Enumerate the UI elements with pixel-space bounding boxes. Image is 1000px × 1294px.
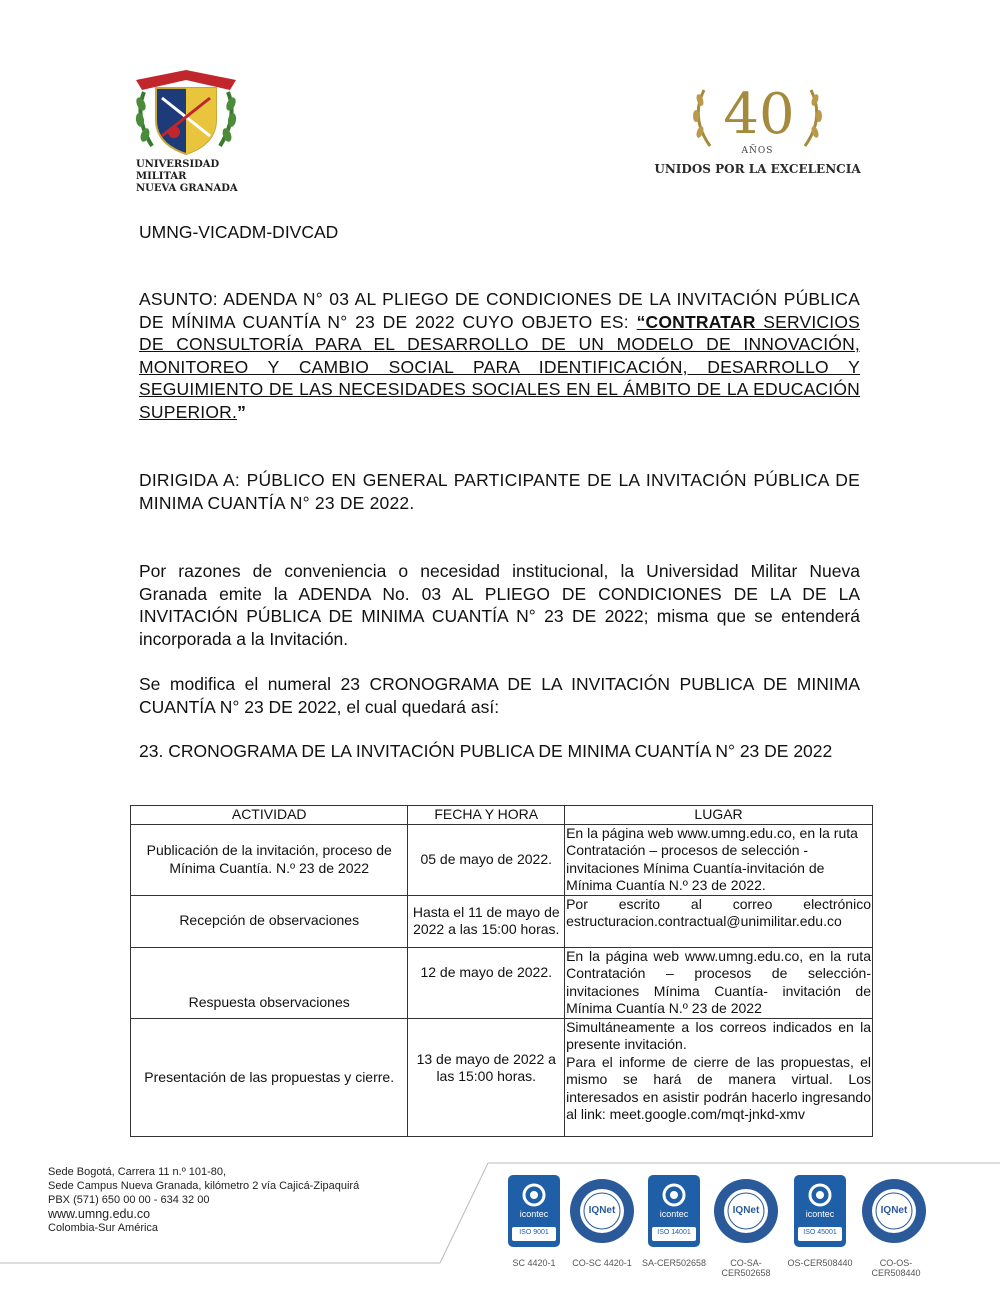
cell-actividad: Publicación de la invitación, proceso de Mínima Cuantía. N.º 23 de 2022 [131,824,408,895]
asunto-object-verb: “CONTRATAR [636,311,756,332]
iso-label: ISO 45001 [803,1229,837,1236]
cell-fecha: Hasta el 11 de mayo de 2022 a las 15:00 horas. [408,895,565,947]
footer-country: Colombia-Sur América [48,1222,159,1234]
forty-years-logo [650,82,865,182]
table-row [131,947,873,1018]
iqnet-label: IQNet [880,1205,908,1216]
cell-lugar-part-2: Para el informe de cierre de las propuestas, el mismo se hará de manera virtual. Los interesados en asistir podrán hacerlo ingresando al link: meet.google.com/mqt-jnkd-xmv [566,1053,871,1122]
section-title: 23. CRONOGRAMA DE LA INVITACIÓN PUBLICA DE MINIMA CUANTÍA N° 23 DE 2022 [139,741,833,761]
icontec-iso14001-badge [640,1175,708,1249]
table-row [131,895,873,947]
umng-name [136,159,246,195]
cell-actividad: Presentación de las propuestas y cierre. [131,1018,408,1136]
dirigida-paragraph: DIRIGIDA A: PÚBLICO EN GENERAL PARTICIPANTE DE LA INVITACIÓN PÚBLICA DE MINIMA CUANTÍA N° 23 DE 2022. [139,470,860,513]
header-lugar: LUGAR [565,806,873,825]
cell-lugar [565,1018,873,1136]
asunto-object-text: SERVICIOS DE CONSULTORÍA PARA EL DESARROLLO DE UN MODELO DE INNOVACIÓN, MONITOREO Y CAMBIO SOCIAL PARA IDENTIFICACIÓN, DESARROLLO Y SEGUIMIENTO DE LAS NECESIDADES SOCIALES EN EL ÁMBITO DE LA EDUCACIÓN SUPERIOR. [139,311,861,422]
footer-contact [48,1165,359,1235]
cell-actividad: Recepción de observaciones [131,895,408,947]
anos-label: AÑOS [741,146,774,156]
umng-name-line1: UNIVERSIDAD MILITAR [136,159,220,182]
cert-code: CO-OS-CER508440 [871,1258,921,1278]
iqnet-label: IQNet [732,1205,760,1216]
icontec-iso9001-badge [500,1175,568,1249]
cell-lugar-part-1: Simultáneamente a los correos indicados en la presente invitación. [566,1018,871,1052]
iqnet-label: IQNet [588,1205,616,1216]
cell-actividad: Respuesta observaciones [131,947,408,1018]
footer-address-bogota: Sede Bogotá, Carrera 11 n.º 101-80, [48,1166,227,1178]
forty-number: 40 [723,82,795,147]
header-fecha: FECHA Y HORA [408,806,565,825]
icontec-label: icontec [659,1209,689,1219]
cert-code: SC 4420-1 [512,1258,556,1268]
iso-label: ISO 9001 [519,1229,549,1236]
table-row [131,1018,873,1136]
umng-name-line2: NUEVA GRANADA [136,183,238,194]
cert-code: CO-SA-CER502658 [721,1258,771,1278]
icontec-label: icontec [519,1209,549,1219]
body-paragraph-2: Se modifica el numeral 23 CRONOGRAMA DE LA INVITACIÓN PUBLICA DE MINIMA CUANTÍA N° 23 DE 2022, el cual quedará así: [139,674,860,717]
schedule-table [130,805,873,1137]
cell-lugar: En la página web www.umng.edu.co, en la ruta Contratación – procesos de selección-invitaciones Mínima Cuantía- invitación de Mínima Cuantía N.º 23 de 2022 [566,947,871,1016]
header-actividad: ACTIVIDAD [131,806,408,825]
iqnet-badge [860,1175,928,1249]
asunto-paragraph [139,288,860,423]
asunto-label: ASUNTO: ADENDA N° 03 AL PLIEGO DE CONDICIONES DE LA INVITACIÓN PÚBLICA DE MÍNIMA CUANTÍA N° 23 DE 2022 CUYO OBJETO ES: [139,289,860,332]
cert-code: SA-CER502658 [641,1258,707,1268]
document-reference: UMNG-VICADM-DIVCAD [139,222,339,242]
table-header-row [131,806,873,825]
umng-logo [130,62,242,194]
cell-lugar: En la página web www.umng.edu.co, en la ruta Contratación – procesos de selección - invitaciones Mínima Cuantía-invitación de Mínima Cuantía N.º 23 de 2022. [565,824,873,895]
cell-fecha: 13 de mayo de 2022 a las 15:00 horas. [408,1018,565,1136]
cell-lugar: Por escrito al correo electrónico estructuracion.contractual@unimilitar.edu.co [565,895,873,947]
cell-fecha: 12 de mayo de 2022. [408,947,565,1018]
cell-fecha: 05 de mayo de 2022. [408,824,565,895]
cert-code: CO-SC 4420-1 [572,1258,632,1268]
slogan: UNIDOS POR LA EXCELENCIA [654,162,861,176]
iqnet-badge [712,1175,780,1249]
iqnet-badge [568,1175,636,1249]
cert-code: OS-CER508440 [787,1258,853,1268]
footer-phone: PBX (571) 650 00 00 - 634 32 00 [48,1194,210,1206]
asunto-close-quote: ” [237,401,247,422]
footer-address-campus: Sede Campus Nueva Granada, kilómetro 2 vía Cajicá-Zipaquirá [48,1180,360,1192]
icontec-label: icontec [805,1209,835,1219]
footer-website[interactable]: www.umng.edu.co [48,1207,151,1221]
body-paragraph-1: Por razones de conveniencia o necesidad institucional, la Universidad Militar Nueva Granada emite la ADENDA No. 03 AL PLIEGO DE CONDICIONES DE LA DE LA INVITACIÓN PÚBLICA DE MINIMA CUANTÍA N° 23 DE 2022; misma que se entenderá incorporada a la Invitación. [139,561,860,649]
iso-label: ISO 14001 [657,1229,691,1236]
table-row [131,824,873,895]
umng-crest-icon [130,62,242,158]
icontec-iso45001-badge [786,1175,854,1249]
